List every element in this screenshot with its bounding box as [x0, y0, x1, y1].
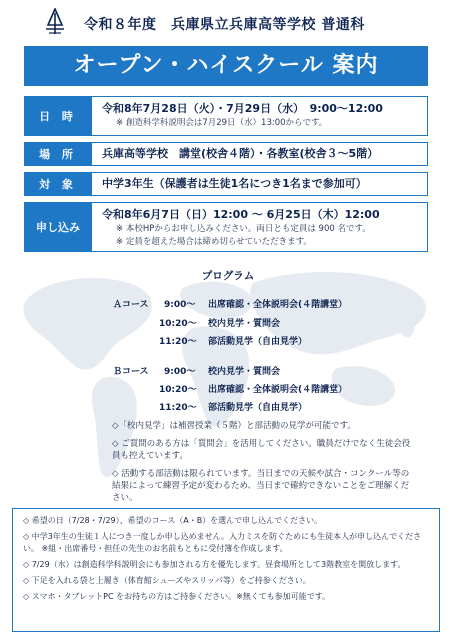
course-a-time-2: 10:20～ [159, 319, 197, 329]
footer-note-once: ◇ 中学3年生の生徒１人につき一度しか申し込めません。入力ミスを防ぐためにも生徒本人が申し込んでください。 ※組・出席番号・担任の先生のお名前もともに受付簿を作成します。 [23, 532, 422, 553]
course-a-desc-3: 部活動見学（自由見学） [208, 337, 308, 347]
apply-body [92, 202, 428, 252]
open-school-banner: オープン・ハイスクール 案内 [24, 46, 428, 86]
course-b-desc-2: 出席確認・全体説明会(４階講堂） [208, 385, 348, 395]
note-clubs: ◇ 活動する部活動は限られています。当日までの天候や試合・コンクール等の結果によって練習予定が変わるため、当日まで確約できないことをご理解ください。 [112, 469, 410, 503]
course-a-desc-1: 出席確認・全体説明会(４階講堂） [208, 300, 348, 310]
datetime-body [92, 96, 428, 136]
course-a-time-3: 11:20～ [159, 337, 197, 347]
course-b-time-3: 11:20～ [159, 403, 197, 413]
course-a-desc-2: 校内見学・質問会 [208, 319, 281, 329]
course-b-label: Ｂコース [113, 367, 149, 377]
course-a-label: Ａコース [113, 300, 149, 310]
apply-note-capacity: ※ 定員を超えた場合は締め切らせていただきます。 [116, 237, 312, 247]
apply-period: 令和8年6月7日（日）12:00 ～ 6月25日（木）12:00 [102, 208, 380, 221]
footer-note-shoes: ◇ 下足を入れる袋と上履き（体育館シューズやスリッパ等）をご持参ください。 [23, 575, 311, 585]
target-row [24, 172, 428, 196]
course-a-time-1: 9:00～ [164, 300, 196, 310]
note-questions: ◇ ご質問のある方は「質問会」を活用してください。職員だけでな​く生徒会役員も控えています。 [112, 439, 411, 461]
footer-notes-box [12, 508, 440, 632]
footer-note-choose: ◇ 希望の日（7/28・7/29）、希望のコース（A・B）を選んで申し込んでください。 [23, 516, 323, 525]
target-body [92, 172, 428, 196]
place-row [24, 142, 428, 166]
apply-note-hp: ※ 本校HPからお申し込みください。両日とも定員は 900 名です。 [116, 224, 371, 234]
page-header [0, 8, 452, 38]
program-section [108, 268, 348, 418]
apply-label: 申し込み [24, 202, 92, 252]
course-b-desc-3: 部活動見学（自由見学） [208, 403, 308, 413]
datetime-note: ※ 創造科学科説明会は7月29日（水）13:00からです。 [116, 118, 328, 128]
target-value: 中学3年生（保護者は生徒1名につき1名まで参加可） [102, 177, 367, 190]
course-b-time-2: 10:20～ [159, 385, 197, 395]
target-label: 対 象 [24, 172, 92, 196]
note-tour: ◇「校内見学」は補習授業（５階）と部活動の見学が可能です。 [112, 421, 356, 431]
course-b-desc-1: 校内見学・質問会 [208, 367, 281, 377]
place-value: 兵庫高等学校 講堂(校舎４階）・各教室(校舎３～5階） [102, 147, 379, 160]
footer-note-devices: ◇ スマホ・タブレットPC をお持ちの方はご持参ください。※無くても参加可能です。 [23, 591, 331, 601]
apply-row [24, 202, 428, 252]
footer-note-priority: ◇ 7/29（水）は創造科学科説明会にも参加される方を優先します。昼食場所として3階教室を開放します。 [23, 559, 406, 569]
course-b-time-1: 9:00～ [164, 367, 196, 377]
datetime-label: 日 時 [24, 96, 92, 136]
page-title: 令和８年度 兵庫県立兵庫高等学校 普通科 [84, 17, 365, 33]
datetime-value: 令和8年7月28日（火）・7月29日（水） 9:00～12:00 [102, 102, 383, 115]
place-label: 場 所 [24, 142, 92, 166]
datetime-row [24, 96, 428, 136]
program-notes [112, 420, 412, 510]
school-crest-icon [42, 8, 68, 36]
place-body [92, 142, 428, 166]
program-title: プログラム [201, 270, 255, 282]
